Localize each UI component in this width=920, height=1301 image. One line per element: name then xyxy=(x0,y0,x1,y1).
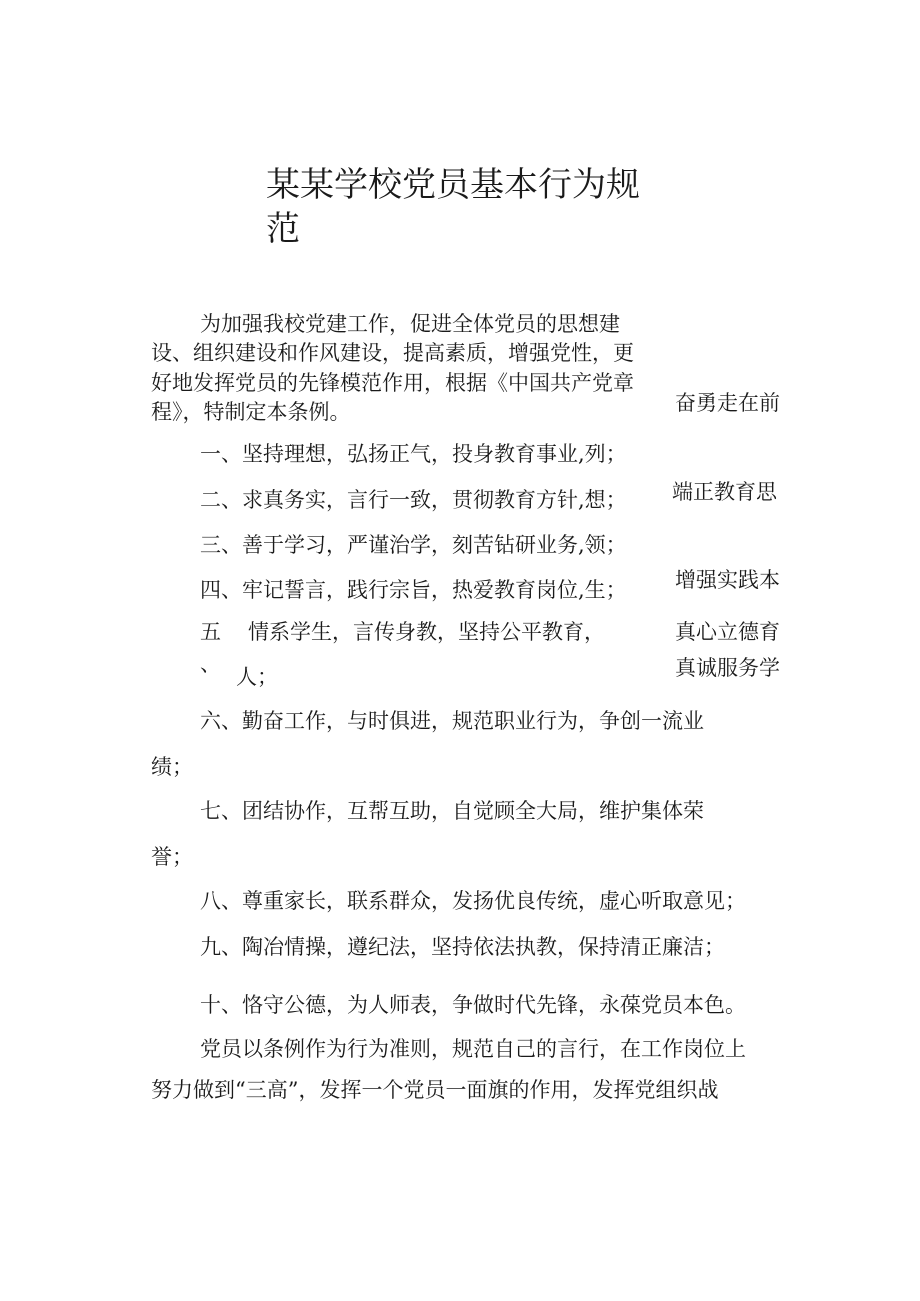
intro-line-3: 好地发挥党员的先锋模范作用，根据《中国共产党章 xyxy=(151,371,634,395)
document-title-line-2: 范 xyxy=(266,209,300,249)
item-5-number: 五 xyxy=(200,620,221,644)
item-8: 八、尊重家长，联系群众，发扬优良传统，虚心听取意见； xyxy=(200,889,746,913)
item-7-continuation: 誉； xyxy=(151,845,193,869)
side-note-4: 真心立德育 xyxy=(675,620,780,644)
item-6: 六、勤奋工作，与时俱进，规范职业行为，争创一流业 xyxy=(200,709,704,733)
item-5-continuation: 人； xyxy=(236,665,278,689)
closing-line-2: 努力做到“三高”，发挥一个党员一面旗的作用，发挥党组织战 xyxy=(151,1078,719,1102)
item-1: 一、坚持理想，弘扬正气，投身教育事业,列； xyxy=(200,442,627,466)
side-note-5: 真诚服务学 xyxy=(675,656,780,680)
intro-line-2: 设、组织建设和作风建设，提高素质，增强党性，更 xyxy=(151,341,634,365)
item-4: 四、牢记誓言，践行宗旨，热爱教育岗位,生； xyxy=(200,578,627,602)
side-note-1: 奋勇走在前 xyxy=(675,391,780,415)
intro-line-1: 为加强我校党建工作，促进全体党员的思想建 xyxy=(200,312,620,336)
document-title-line-1: 某某学校党员基本行为规 xyxy=(266,165,640,205)
intro-line-4: 程》，特制定本条例。 xyxy=(151,400,351,424)
item-5-separator: 、 xyxy=(200,652,221,676)
item-10: 十、恪守公德，为人师表，争做时代先锋，永葆党员本色。 xyxy=(200,993,746,1017)
item-9: 九、陶冶情操，遵纪法，坚持依法执教，保持清正廉洁； xyxy=(200,935,725,959)
item-7: 七、团结协作，互帮互助，自觉顾全大局，维护集体荣 xyxy=(200,799,704,823)
closing-line-1: 党员以条例作为行为准则，规范自己的言行，在工作岗位上 xyxy=(200,1037,746,1061)
item-3: 三、善于学习，严谨治学，刻苦钻研业务,领； xyxy=(200,533,627,557)
item-6-continuation: 绩； xyxy=(151,755,193,779)
item-5: 情系学生，言传身教，坚持公平教育， xyxy=(248,620,605,644)
side-note-2: 端正教育思 xyxy=(672,480,777,504)
item-2: 二、求真务实，言行一致，贯彻教育方针,想； xyxy=(200,488,627,512)
side-note-3: 增强实践本 xyxy=(675,568,780,592)
